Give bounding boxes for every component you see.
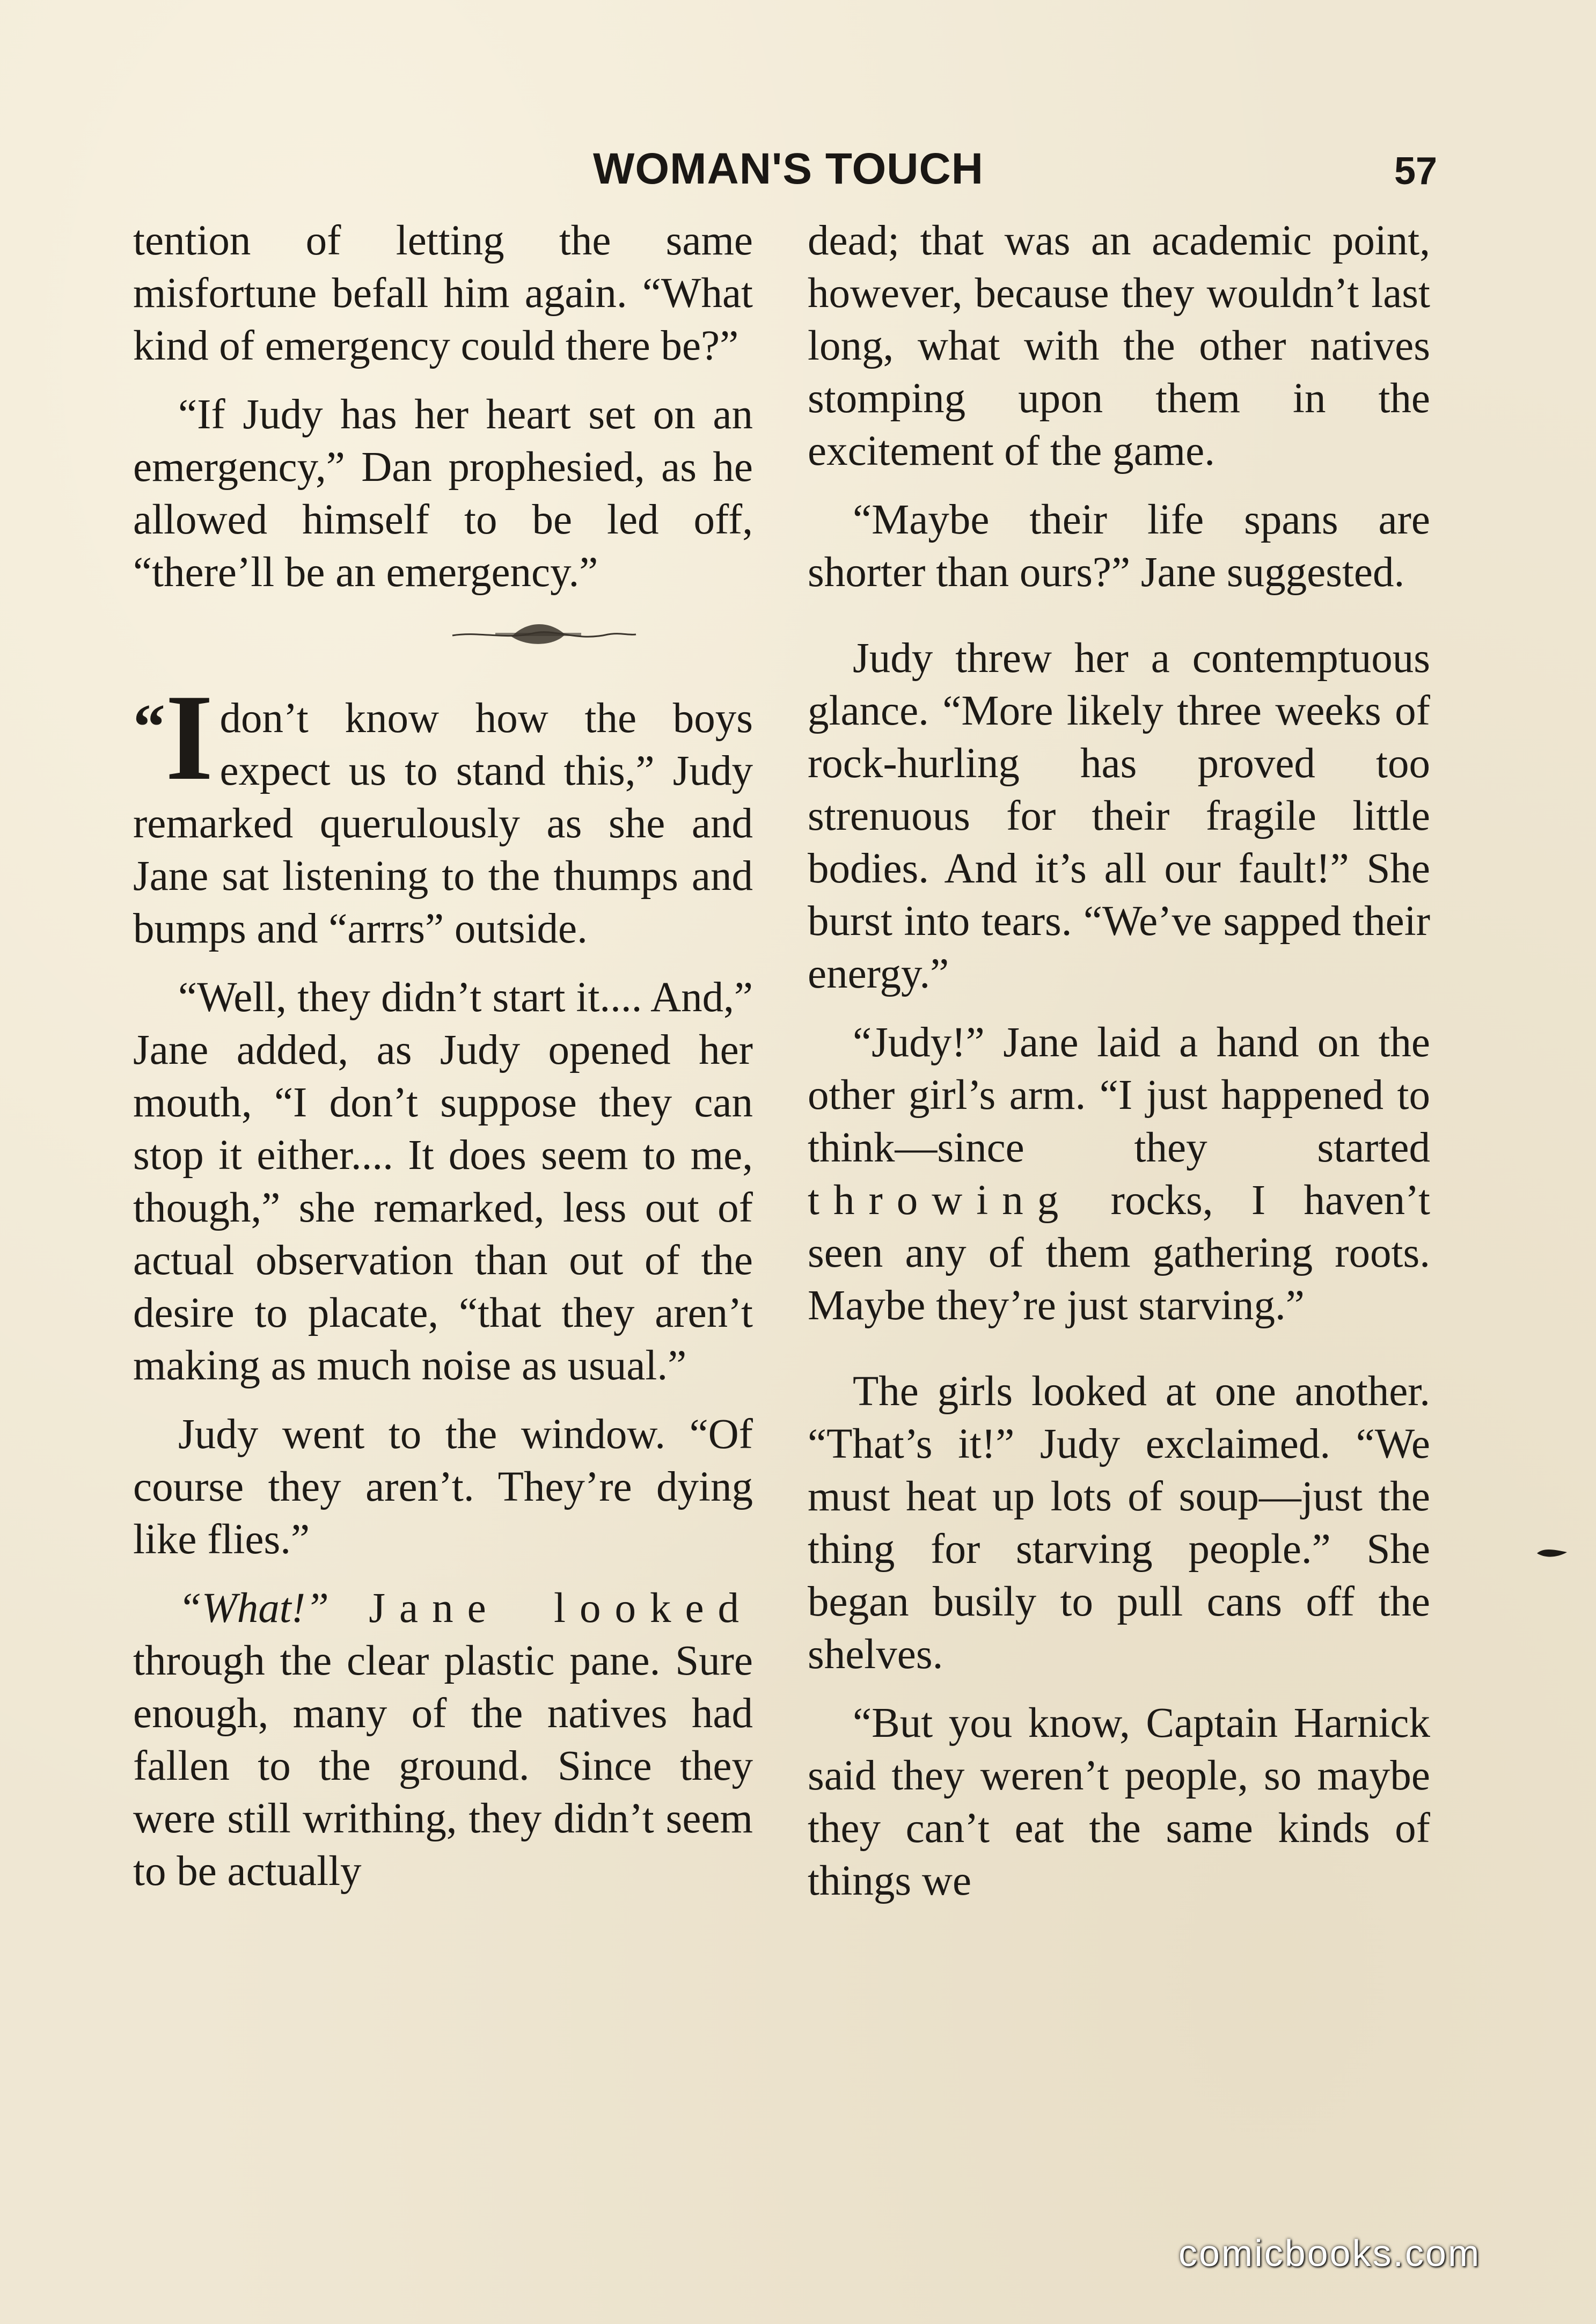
paragraph: “If Judy has her heart set on an emergency,” Dan prophesied, as he allowed himself to be led off, “there’ll be an emergency.”	[133, 391, 753, 596]
watermark: comicbooks.com	[1178, 2232, 1481, 2274]
section-break-ornament	[447, 615, 640, 653]
paragraph: The girls looked at one another. “That’s it!” Judy exclaimed. “We must heat up lots of soup—just the thing for starving people.” She began busily to pull cans off the shelves.	[808, 1368, 1430, 1678]
paragraph: “Judy!” Jane laid a hand on the other girl’s arm. “I just happened to think—since they started throwing rocks, I haven’t seen any of them gathering roots. Maybe they’re just starving.”	[808, 1019, 1430, 1329]
paragraph: “What!” Jane looked through the clear plastic pane. Sure enough, many of the natives had fallen to the ground. Since they were still writhing, they didn’t seem to be actually	[133, 1585, 753, 1895]
running-title: WOMAN'S TOUCH	[593, 144, 984, 193]
left-column	[133, 215, 753, 1914]
paragraph: Judy went to the window. “Of course they aren’t. They’re dying like flies.”	[133, 1411, 753, 1563]
page-number: 57	[1394, 150, 1438, 193]
paragraph: dead; that was an academic point, however, because they wouldn’t last long, what with the other natives stomping upon them in the excitement of the game.	[808, 217, 1430, 474]
paragraph: tention of letting the same misfortune befall him again. “What kind of emergency could there be?”	[133, 217, 753, 369]
paragraph: “Maybe their life spans are shorter than ours?” Jane suggested.	[808, 496, 1430, 596]
paragraph-with-drop-cap: “I don’t know how the boys expect us to stand this,” Judy remarked querulously as she and Jane sat listening to the thumps and bumps and “arrrs” outside.	[133, 669, 753, 952]
paragraph: “But you know, Captain Harnick said they weren’t people, so maybe they can’t eat the same kinds of things we	[808, 1700, 1430, 1904]
ink-smudge	[1536, 1547, 1568, 1560]
right-column	[808, 215, 1430, 1924]
paragraph: Judy threw her a contemptuous glance. “More likely three weeks of rock-hurling has proved too strenuous for their fragile little bodies. And it’s all our fault!” She burst into tears. “We’ve sapped their energy.”	[808, 635, 1430, 997]
paragraph: “Well, they didn’t start it.... And,” Jane added, as Judy opened her mouth, “I don’t suppose they can stop it either.... It does seem to me, though,” she remarked, less out of actual observation than out of the desire to placate, “that they aren’t making as much noise as usual.”	[133, 974, 753, 1389]
drop-cap: “I	[133, 669, 214, 806]
